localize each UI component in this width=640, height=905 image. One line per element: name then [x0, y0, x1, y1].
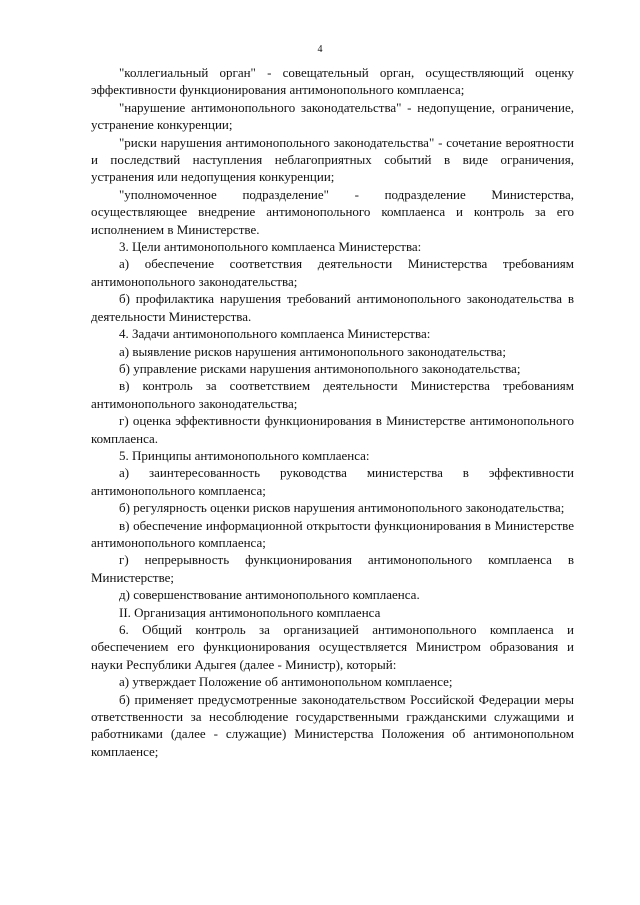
- paragraph: "риски нарушения антимонопольного законодательства" - сочетание вероятности и последствий наступления неблагоприятных событий в виде ограничения, устранения или недопущения конкуренции;: [91, 134, 574, 185]
- paragraph: 4. Задачи антимонопольного комплаенса Министерства:: [119, 326, 431, 342]
- paragraph: а) обеспечение соответствия деятельности Министерства требованиям антимонопольного законодательства;: [91, 256, 574, 289]
- paragraph: "нарушение антимонопольного законодательства" - недопущение, ограничение, устранение конкуренции;: [91, 99, 574, 133]
- paragraph: д) совершенствование антимонопольного комплаенса.: [119, 587, 420, 603]
- paragraph: б) профилактика нарушения требований антимонопольного законодательства в деятельности Министерства.: [91, 291, 574, 324]
- paragraph: а) утверждает Положение об антимонопольном комплаенсе;: [119, 674, 453, 690]
- paragraph: в) обеспечение информационной открытости функционирования в Министерстве антимонопольного комплаенса;: [91, 517, 574, 550]
- paragraph: а) заинтересованность руководства министерства в эффективности антимонопольного комплаенса;: [91, 465, 574, 498]
- paragraph: 3. Цели антимонопольного комплаенса Министерства:: [119, 239, 422, 255]
- paragraph: б) применяет предусмотренные законодательством Российской Федерации меры ответственности за несоблюдение государственными гражданскими служащими и работниками (далее - служащие) Министерства Положения об антимонопольном комплаенсе;: [91, 691, 574, 759]
- paragraph: г) оценка эффективности функционирования в Министерстве антимонопольного комплаенса.: [91, 413, 574, 446]
- paragraph: "уполномоченное подразделение" - подразделение Министерства, осуществляющее внедрение антимонопольного комплаенса и контроль за его исполнением в Министерстве.: [91, 186, 574, 237]
- document-body: [91, 64, 574, 760]
- page-number: 4: [317, 44, 323, 55]
- paragraph: б) регулярность оценки рисков нарушения антимонопольного законодательства;: [119, 500, 565, 516]
- paragraph: б) управление рисками нарушения антимонопольного законодательства;: [119, 360, 521, 376]
- paragraph: г) непрерывность функционирования антимонопольного комплаенса в Министерстве;: [91, 552, 574, 585]
- paragraph: 6. Общий контроль за организацией антимонопольного комплаенса и обеспечением его функционирования осуществляется Министром образования и науки Республики Адыгея (далее - Министр), который:: [91, 622, 574, 672]
- paragraph: 5. Принципы антимонопольного комплаенса:: [119, 447, 370, 463]
- section-heading: II. Организация антимонопольного комплаенса: [119, 604, 381, 620]
- paragraph: в) контроль за соответствием деятельности Министерства требованиям антимонопольного законодательства;: [91, 378, 574, 411]
- paragraph: "коллегиальный орган" - совещательный орган, осуществляющий оценку эффективности функционирования антимонопольного комплаенса;: [91, 65, 574, 98]
- paragraph: а) выявление рисков нарушения антимонопольного законодательства;: [119, 343, 506, 359]
